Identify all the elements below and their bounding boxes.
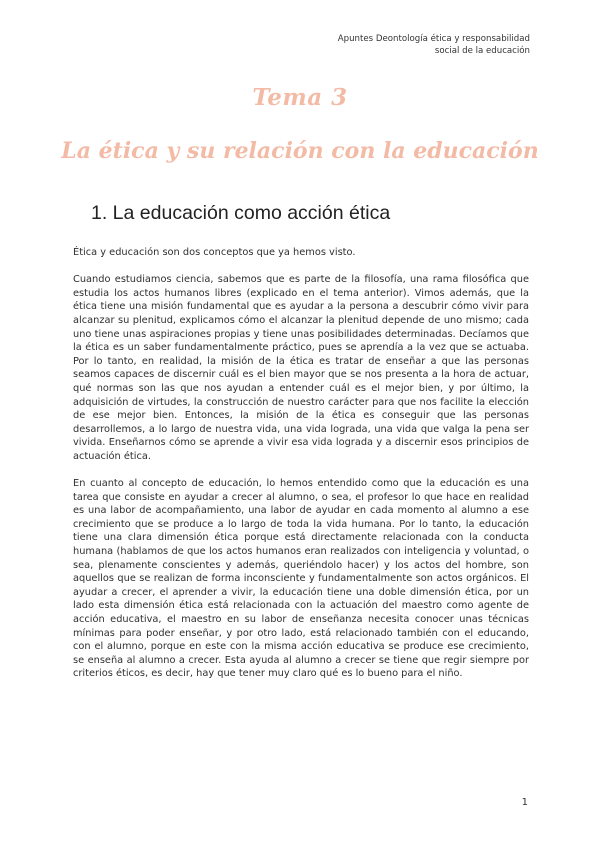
chapter-title: La ética y su relación con la educación xyxy=(61,138,539,164)
header-line-2: social de la educación xyxy=(434,46,530,56)
tema-label: Tema 3 xyxy=(252,84,348,111)
page-number: 1 xyxy=(521,797,528,808)
paragraph-intro: Ética y educación son dos conceptos que ya hemos visto. xyxy=(73,247,356,258)
paragraph-ethics: Cuando estudiamos ciencia, sabemos que es parte de la filosofía, una rama filosófica que estudia los actos humanos libres (explicado en el tema anterior). Vimos además, que la ética tiene una misión fundamental que es ayudar a la persona a descubrir cómo vivir para alcanzar su plenitud, explicamos cómo el alcanzar la plenitud depende de uno mismo; cada uno tiene unas aspiraciones propias y tiene unas posibilidades determinadas. Decíamos que la ética es un saber fundamentalmente práctico, pues se aprendía a la vez que se actuaba. Por lo tanto, en realidad, la misión de la ética es tratar de enseñar a que las personas seamos capaces de discernir cuál es el bien mayor que se nos presenta a la hora de actuar, qué normas son las que nos ayudan a entender cuál es el mejor bien, y por último, la adquisición de virtudes, la construcción de nuestro carácter para que nos facilite la elección de ese mejor bien. Entonces, la misión de la ética es conseguir que las personas desarrollemos, a lo largo de nuestra vida, una vida lograda, una vida que valga la pena ser vivida. Enseñarnos cómo se aprende a vivir esa vida lograda y a discernir esos principios de actuación ética. xyxy=(73,274,529,462)
header-line-1: Apuntes Deontología ética y responsabilidad xyxy=(337,34,530,44)
running-header xyxy=(270,33,530,57)
paragraph-education: En cuanto al concepto de educación, lo hemos entendido como que la educación es una tarea que consiste en ayudar a crecer al alumno, o sea, el profesor lo que hace en realidad es una labor de acompañamiento, una labor de ayudar en cada momento al alumno a ese crecimiento que se produce a lo largo de toda la vida humana. Por lo tanto, la educación tiene una clara dimensión ética porque está directamente relacionada con la conducta humana (hablamos de que los actos humanos eran realizados con inteligencia y voluntad, o sea, plenamente conscientes y además, queriéndolo hacer) y los actos del hombre, son aquellos que se realizan de forma inconsciente y fundamentalmente son actos orgánicos. El ayudar a crecer, el aprender a vivir, la educación tiene una doble dimensión ética, por un lado esta dimensión ética está relacionada con la actuación del maestro como agente de acción educativa, el maestro en su labor de enseñanza necesita conocer unas técnicas mínimas para poder enseñar, y por otro lado, está relacionado también con el educando, con el alumno, porque en este con la misma acción educativa se produce ese crecimiento, se enseña al alumno a crecer. Esta ayuda al alumno a crecer se tiene que regir siempre por criterios éticos, es decir, hay que tener muy claro qué es lo bueno para el niño. xyxy=(73,478,529,680)
body-text xyxy=(73,246,529,695)
section-heading: 1. La educación como acción ética xyxy=(91,202,391,224)
